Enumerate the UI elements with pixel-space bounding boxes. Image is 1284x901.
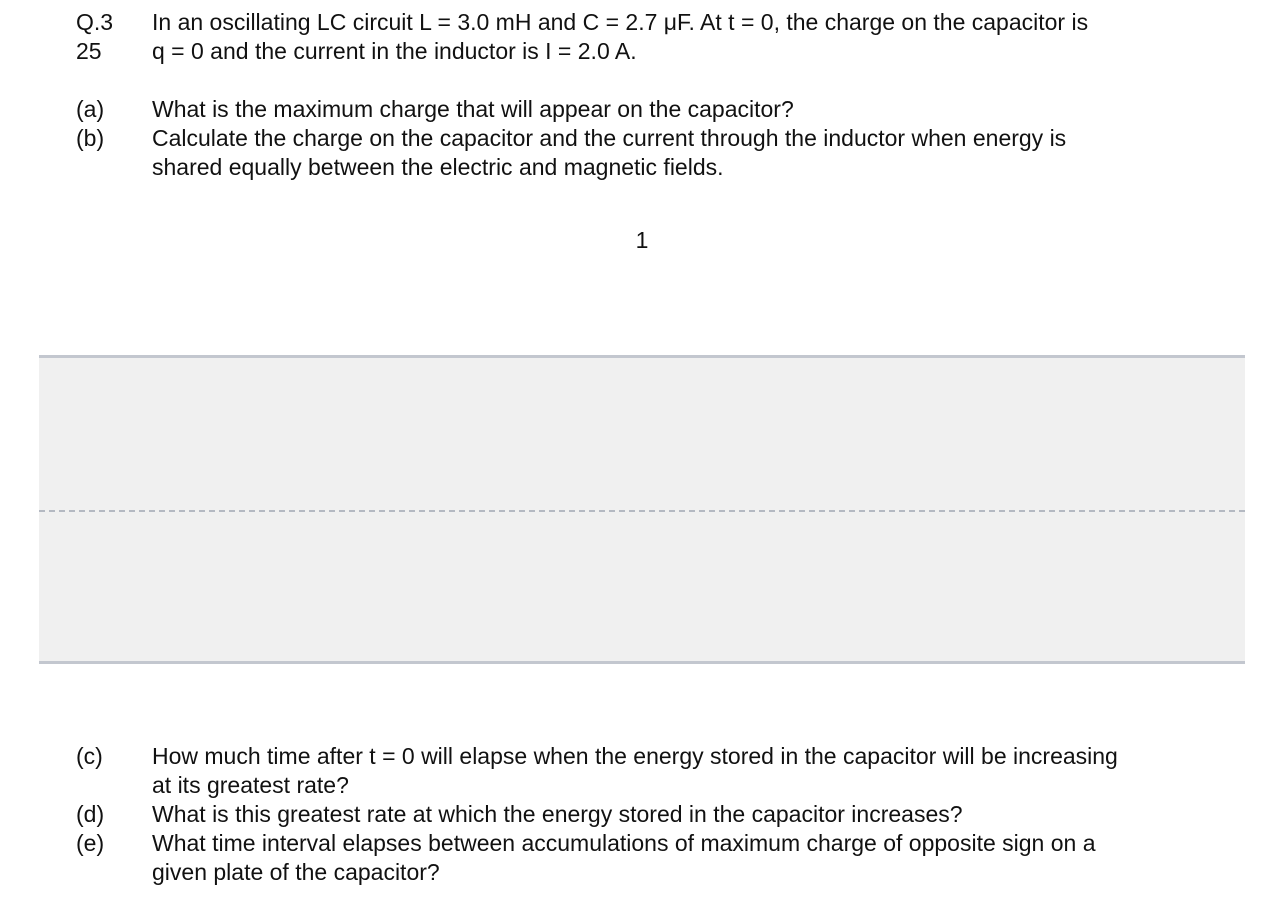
part-text-line: given plate of the capacitor? <box>152 859 440 885</box>
question-number: Q.3 <box>76 9 114 35</box>
part-text-line: What time interval elapses between accumulations of maximum charge of opposite sign on a <box>152 830 1096 856</box>
part-label: (c) <box>76 743 103 769</box>
page-number: 1 <box>635 227 649 253</box>
page-gap <box>39 355 1245 664</box>
part-text-line: at its greatest rate? <box>152 772 349 798</box>
part-text-line: shared equally between the electric and magnetic fields. <box>152 154 724 180</box>
part-label: (d) <box>76 801 105 827</box>
page-break-divider <box>39 510 1245 512</box>
part-label: (e) <box>76 830 105 856</box>
part-label: (b) <box>76 125 105 151</box>
part-label: (a) <box>76 96 105 122</box>
part-text-line: Calculate the charge on the capacitor and the current through the inductor when energy is <box>152 125 1067 151</box>
question-number-suffix: 25 <box>76 38 102 64</box>
part-text-line: How much time after t = 0 will elapse when the energy stored in the capacitor will be increasing <box>152 743 1118 769</box>
part-text-line: What is the maximum charge that will appear on the capacitor? <box>152 96 794 122</box>
question-stem-line-2: q = 0 and the current in the inductor is I = 2.0 A. <box>152 38 637 64</box>
question-stem-line-1: In an oscillating LC circuit L = 3.0 mH and C = 2.7 μF. At t = 0, the charge on the capacitor is <box>152 9 1089 35</box>
part-text-line: What is this greatest rate at which the energy stored in the capacitor increases? <box>152 801 963 827</box>
